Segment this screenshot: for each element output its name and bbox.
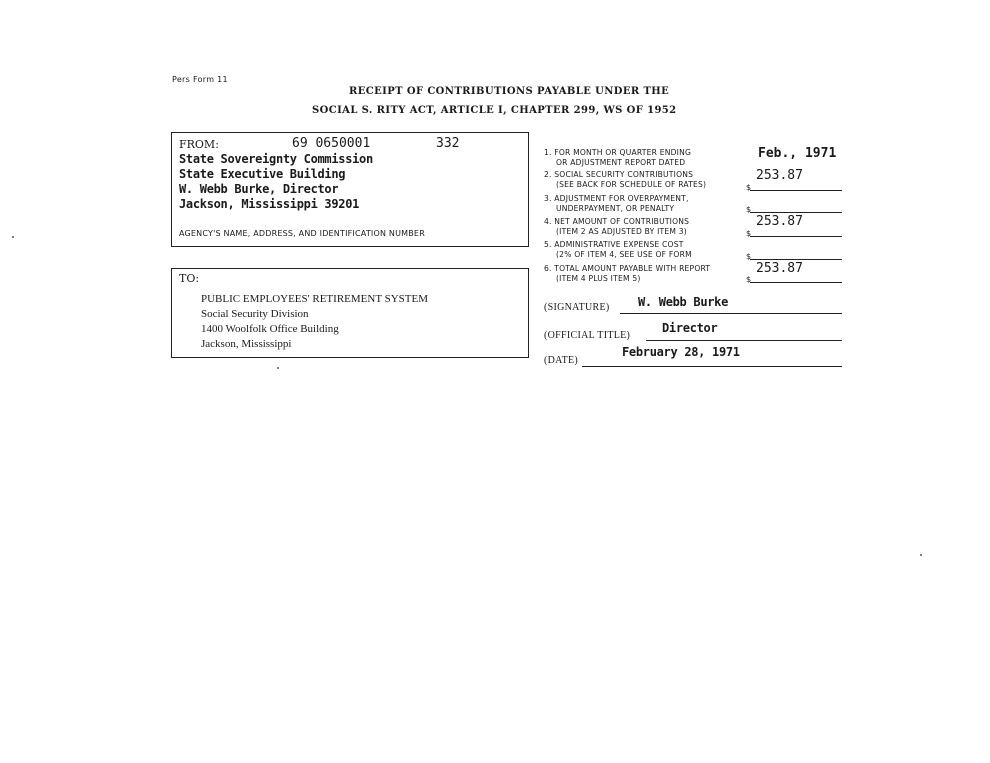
item-6: 6. TOTAL AMOUNT PAYABLE WITH REPORT (ITEM 4 PLUS ITEM 5) xyxy=(544,264,711,283)
to-label: TO: xyxy=(179,272,200,285)
signature-line xyxy=(620,313,842,314)
form-number: Pers Form 11 xyxy=(172,75,228,84)
signature-value: W. Webb Burke xyxy=(638,295,729,309)
official-title-value: Director xyxy=(662,321,718,335)
speck-3 xyxy=(920,554,922,556)
item-2-value: 253.87 xyxy=(756,168,803,183)
item-2-dollar: $ xyxy=(746,183,752,192)
item-5-line xyxy=(750,259,842,260)
form-title-line2: SOCIAL S. RITY ACT, ARTICLE I, CHAPTER 299, WS OF 1952 xyxy=(312,105,677,116)
item-2-line xyxy=(750,190,842,191)
item-2: 2. SOCIAL SECURITY CONTRIBUTIONS (SEE BACK FOR SCHEDULE OF RATES) xyxy=(544,170,707,189)
date-label: (DATE) xyxy=(544,355,579,366)
item-3-line xyxy=(750,212,842,213)
recipient-city: Jackson, Mississippi xyxy=(201,338,292,350)
item-5-dollar: $ xyxy=(746,252,752,261)
signature-label: (SIGNATURE) xyxy=(544,302,610,313)
form-title-line1: RECEIPT OF CONTRIBUTIONS PAYABLE UNDER THE xyxy=(349,86,670,97)
speck-1 xyxy=(12,236,14,238)
item-6-dollar: $ xyxy=(746,275,752,284)
recipient-address: 1400 Woolfolk Office Building xyxy=(201,323,339,335)
item-3-dollar: $ xyxy=(746,205,752,214)
date-value: February 28, 1971 xyxy=(622,345,740,359)
to-box xyxy=(171,268,529,358)
recipient-division: Social Security Division xyxy=(201,308,309,320)
agency-contact: W. Webb Burke, Director xyxy=(179,182,339,196)
item-4-dollar: $ xyxy=(746,229,752,238)
agency-id-suffix: 332 xyxy=(436,136,460,151)
agency-name: State Sovereignty Commission xyxy=(179,152,373,166)
speck-2 xyxy=(277,367,279,369)
agency-city: Jackson, Mississippi 39201 xyxy=(179,197,360,211)
agency-id-number: 69 0650001 xyxy=(292,136,371,151)
date-line xyxy=(582,366,842,367)
item-4: 4. NET AMOUNT OF CONTRIBUTIONS (ITEM 2 AS ADJUSTED BY ITEM 3) xyxy=(544,217,690,236)
agency-address-line1: State Executive Building xyxy=(179,167,346,181)
official-title-line xyxy=(646,340,842,341)
item-5: 5. ADMINISTRATIVE EXPENSE COST (2% OF ITEM 4, SEE USE OF FORM xyxy=(544,240,692,259)
item-6-line xyxy=(750,282,842,283)
official-title-label: (OFFICIAL TITLE) xyxy=(544,330,631,341)
recipient-name: PUBLIC EMPLOYEES' RETIREMENT SYSTEM xyxy=(201,293,428,305)
from-box xyxy=(171,132,529,247)
item-1: 1. FOR MONTH OR QUARTER ENDING OR ADJUSTMENT REPORT DATED xyxy=(544,148,692,167)
item-3: 3. ADJUSTMENT FOR OVERPAYMENT, UNDERPAYMENT, OR PENALTY xyxy=(544,194,689,213)
item-1-value: Feb., 1971 xyxy=(758,146,837,161)
item-4-line xyxy=(750,236,842,237)
from-label: FROM: xyxy=(179,138,219,151)
item-6-value: 253.87 xyxy=(756,261,803,276)
agency-caption: AGENCY'S NAME, ADDRESS, AND IDENTIFICATION NUMBER xyxy=(179,229,425,238)
item-4-value: 253.87 xyxy=(756,214,803,229)
